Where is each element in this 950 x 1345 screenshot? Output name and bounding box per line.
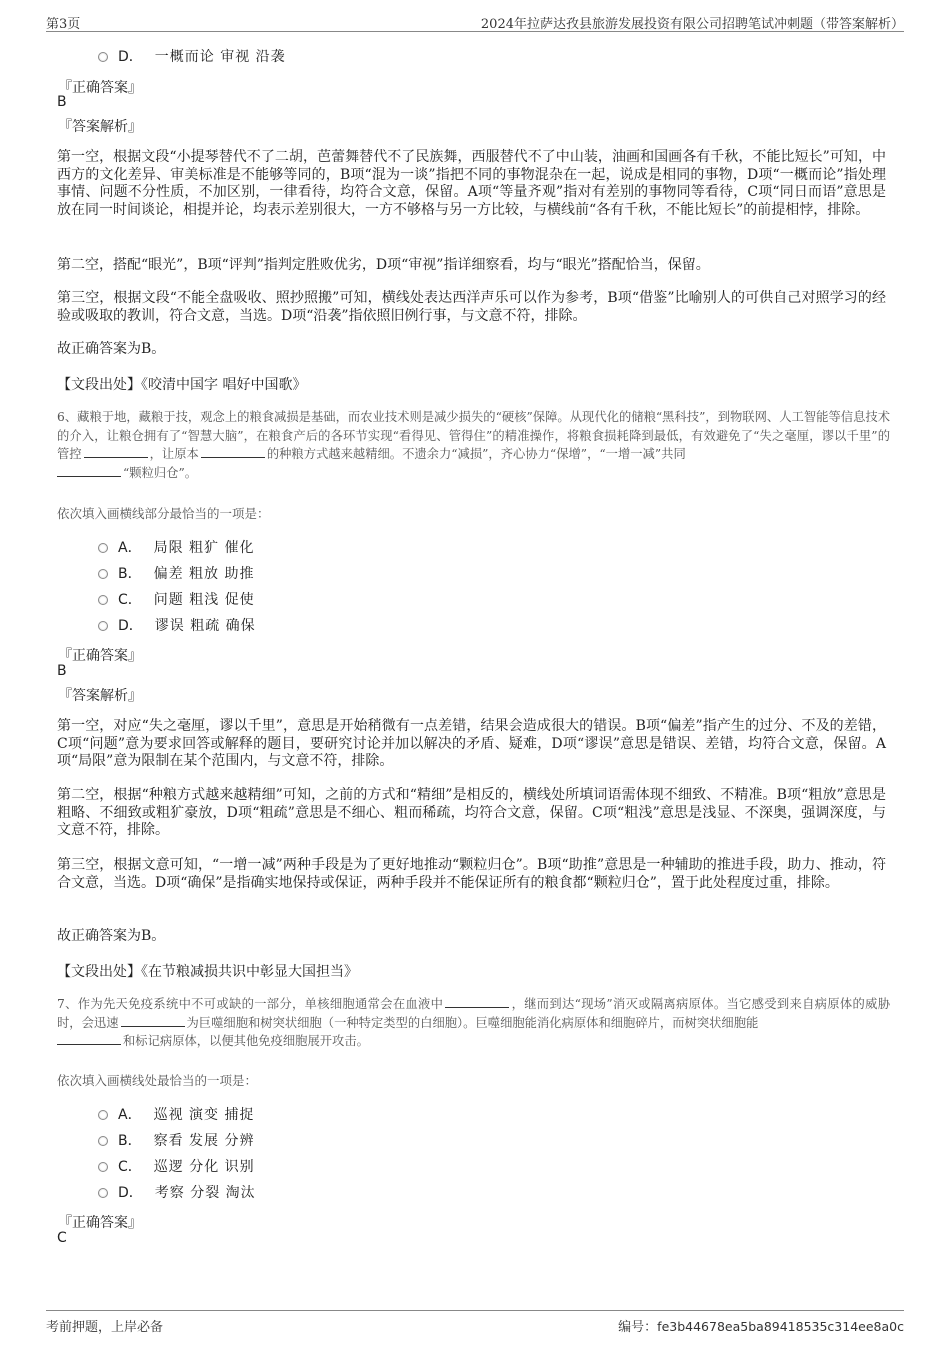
page-number: 第3页 bbox=[46, 17, 81, 32]
option-text: 谬误 粗疏 确保 bbox=[154, 618, 256, 634]
page-header bbox=[46, 13, 904, 32]
q6-option-c[interactable] bbox=[98, 590, 255, 610]
footer-slogan: 考前押题，上岸必备 bbox=[46, 1320, 164, 1335]
code-label: 编号： bbox=[618, 1320, 658, 1335]
q7-answer: C bbox=[57, 1230, 67, 1246]
radio-icon[interactable] bbox=[98, 1136, 108, 1146]
q7-option-d[interactable] bbox=[98, 1183, 256, 1203]
q6-source: 【文段出处】《在节粮减损共识中彰显大国担当》 bbox=[57, 964, 358, 980]
q6-conclusion: 故正确答案为B。 bbox=[57, 928, 166, 944]
q6-option-d[interactable] bbox=[98, 616, 256, 636]
option-text: 察看 发展 分辨 bbox=[153, 1133, 255, 1149]
q6-analysis-3: 第三空，根据文意可知，“一增一减”两种手段是为了更好地推动“颗粒归仓”。B项“助推”意思是一种辅助的推进手段，助力、推动，符合文意，当选。D项“确保”是指确实地保持或保证，两种手段并不能保证所有的粮食都“颗粒归仓”，置于此处程度过重，排除。 bbox=[57, 857, 886, 891]
radio-icon[interactable] bbox=[98, 595, 108, 605]
q6-option-b[interactable] bbox=[98, 564, 255, 584]
option-text: 巡视 演变 捕捉 bbox=[153, 1107, 255, 1123]
option-letter: B． bbox=[118, 566, 142, 582]
option-text: 局限 粗犷 催化 bbox=[153, 540, 255, 556]
q6-stem bbox=[57, 408, 890, 482]
radio-icon[interactable] bbox=[98, 1188, 108, 1198]
q7-prompt: 依次填入画横线处最恰当的一项是： bbox=[57, 1073, 258, 1088]
option-text: 巡逻 分化 识别 bbox=[153, 1159, 255, 1175]
q6-analysis-2: 第二空，根据“种粮方式越来越精细”可知，之前的方式和“精细”是相反的，横线处所填词语需体现不细致、不精准。B项“粗放”意思是粗略、不细致或粗犷豪放，D项“粗疏”意思是不细心、粗而稀疏，均符合文意，保留。C项“粗浅”意思是浅显、不深奥，强调深度，与文意不符，排除。 bbox=[57, 787, 886, 838]
q6-stem-part: “颗粒归仓”。 bbox=[123, 465, 198, 480]
radio-icon[interactable] bbox=[98, 1110, 108, 1120]
q5-conclusion: 故正确答案为B。 bbox=[57, 341, 166, 357]
radio-icon[interactable] bbox=[98, 52, 108, 62]
radio-icon[interactable] bbox=[98, 543, 108, 553]
option-text: 偏差 粗放 助推 bbox=[153, 566, 255, 582]
q7-option-a[interactable] bbox=[98, 1105, 254, 1125]
q6-stem-part: 的种粮方式越来越精细。不遗余力“减损”，齐心协力“保增”，“一增一减”共同 bbox=[266, 447, 686, 461]
option-letter: D． bbox=[118, 49, 143, 65]
q5-analysis-3: 第三空，根据文段“不能全盘吸收、照抄照搬”可知，横线处表达西洋声乐可以作为参考，B项“借鉴”比喻别人的可供自己对照学习的经验或吸取的教训，符合文意，当选。D项“沿袭”指依照旧例行事，与文意不符，排除。 bbox=[57, 290, 886, 324]
page-footer bbox=[46, 1310, 904, 1335]
option-letter: A． bbox=[118, 1107, 142, 1123]
q7-option-c[interactable] bbox=[98, 1157, 255, 1177]
q7-stem-part: 7、作为先天免疫系统中不可或缺的一部分，单核细胞通常会在血液中 bbox=[57, 997, 444, 1011]
q5-analysis-1: 第一空，根据文段“小提琴替代不了二胡，芭蕾舞替代不了民族舞，西服替代不了中山装，油画和国画各有千秋，不能比短长”可知，中西方的文化差异、审美标准是不能够等同的，B项“混为一谈”指把不同的事物混杂在一起，说成是相同的事物，D项“一概而论”指处理事情、问题不分性质，不加区别，一律看待，均符合文意，保留。A项“等量齐观”指对有差别的事物同等看待，C项“同日而语”意思是放在同一时间谈论，相提并论，均表示差别很大，一方不够格与另一方比较，与横线前“各有千秋，不能比短长”的前提相悖，排除。 bbox=[57, 149, 886, 218]
q7-stem-part: 为巨噬细胞和树突状细胞（一种特定类型的白细胞）。巨噬细胞能消化病原体和细胞碎片，而树突状细胞能 bbox=[186, 1015, 759, 1030]
option-text: 一概而论 审视 沿袭 bbox=[154, 49, 286, 65]
q5-answer: B bbox=[57, 94, 67, 110]
document-title: 2024年拉萨达孜县旅游发展投资有限公司招聘笔试冲刺题（带答案解析） bbox=[480, 17, 904, 32]
q6-stem-part: ，让原本 bbox=[149, 447, 199, 461]
option-letter: B． bbox=[118, 1133, 142, 1149]
q7-stem bbox=[57, 995, 890, 1051]
q6-option-a[interactable] bbox=[98, 538, 254, 558]
q5-source: 【文段出处】《咬清中国字 唱好中国歌》 bbox=[57, 377, 307, 393]
radio-icon[interactable] bbox=[98, 621, 108, 631]
blank-line bbox=[57, 1034, 121, 1045]
option-letter: C． bbox=[118, 592, 142, 608]
q5-correct-answer-label: 『正确答案』 bbox=[58, 80, 142, 96]
option-letter: C． bbox=[118, 1159, 142, 1175]
q7-stem-part: 和标记病原体，以便其他免疫细胞展开攻击。 bbox=[123, 1034, 369, 1048]
q6-analysis-label: 『答案解析』 bbox=[58, 688, 142, 704]
q5-analysis-label: 『答案解析』 bbox=[58, 119, 142, 135]
blank-line bbox=[57, 466, 121, 477]
q7-correct-answer-label: 『正确答案』 bbox=[58, 1215, 142, 1231]
q6-answer: B bbox=[57, 663, 67, 679]
option-text: 问题 粗浅 促使 bbox=[153, 592, 255, 608]
q6-prompt: 依次填入画横线部分最恰当的一项是： bbox=[57, 506, 270, 521]
footer-code bbox=[618, 1316, 904, 1335]
option-letter: A． bbox=[118, 540, 142, 556]
q6-correct-answer-label: 『正确答案』 bbox=[58, 648, 142, 664]
blank-line bbox=[201, 447, 265, 458]
q7-stem-part: ，继而到达“现场”消灭或隔离病原体。当它感受到来自病原体的威胁时，会迅速 bbox=[57, 997, 891, 1030]
q7-option-b[interactable] bbox=[98, 1131, 255, 1151]
option-letter: D． bbox=[118, 618, 143, 634]
q5-analysis-2: 第二空，搭配“眼光”，B项“评判”指判定胜败优劣，D项“审视”指详细察看，均与“眼光”搭配恰当，保留。 bbox=[57, 257, 710, 273]
code-value: fe3b44678ea5ba89418535c314ee8a0c bbox=[657, 1319, 904, 1334]
q5-option-d[interactable] bbox=[98, 47, 286, 67]
option-letter: D． bbox=[118, 1185, 143, 1201]
q6-analysis-1: 第一空，对应“失之毫厘，谬以千里”，意思是开始稍微有一点差错，结果会造成很大的错误。B项“偏差”指产生的过分、不及的差错，C项“问题”意为要求回答或解释的题目，要研究讨论并加以解决的矛盾、疑难，D项“谬误”意思是错误、差错，均符合文意，保留。A项“局限”意为限制在某个范围内，与文意不符，排除。 bbox=[57, 718, 886, 769]
blank-line bbox=[84, 447, 148, 458]
option-text: 考察 分裂 淘汰 bbox=[154, 1185, 256, 1201]
blank-line bbox=[445, 997, 509, 1008]
q6-stem-part: 6、藏粮于地，藏粮于技，观念上的粮食减损是基础，而农业技术则是减少损失的“硬核”保障。从现代化的储粮“黑科技”，到物联网、人工智能等信息技术的介入，让粮仓拥有了“智慧大脑”，在粮食产后的各环节实现“看得见、管得住”的精准操作，将粮食损耗降到最低，有效避免了“失之毫厘，谬以千里”的管控 bbox=[57, 410, 890, 461]
radio-icon[interactable] bbox=[98, 1162, 108, 1172]
radio-icon[interactable] bbox=[98, 569, 108, 579]
blank-line bbox=[121, 1016, 185, 1027]
